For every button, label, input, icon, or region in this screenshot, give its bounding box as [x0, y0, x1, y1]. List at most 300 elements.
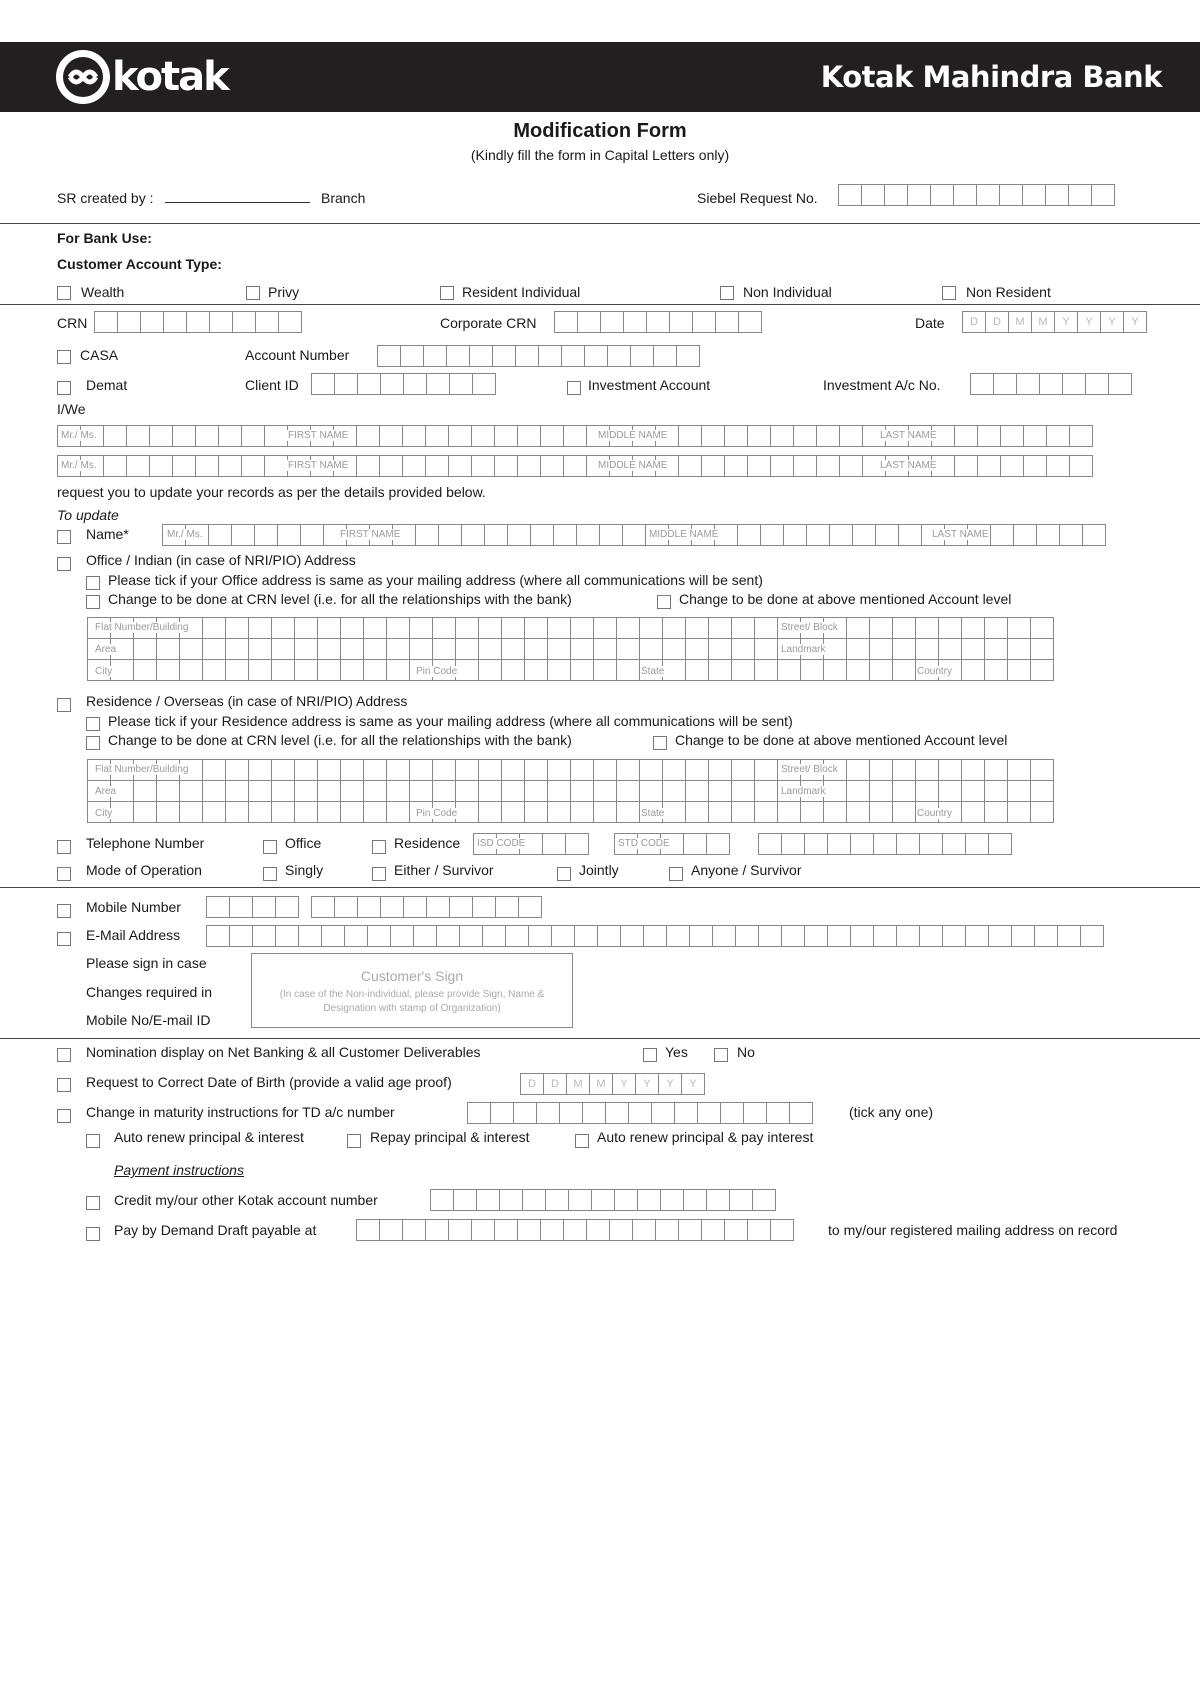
char-box[interactable] [340, 638, 363, 660]
char-box[interactable] [248, 759, 271, 781]
email-address-boxes[interactable] [206, 925, 1104, 947]
char-box[interactable] [754, 780, 777, 802]
nomination-no-checkbox[interactable] [714, 1048, 728, 1062]
char-box[interactable] [126, 455, 149, 477]
char-box[interactable] [597, 925, 620, 947]
client-id-boxes[interactable] [311, 373, 496, 395]
char-box[interactable] [209, 311, 232, 333]
char-box[interactable] [386, 759, 409, 781]
char-box[interactable] [202, 780, 225, 802]
char-box[interactable] [637, 1189, 660, 1211]
char-box[interactable] [507, 524, 530, 546]
char-box[interactable] [915, 638, 938, 660]
char-box[interactable] [616, 759, 639, 781]
char-box[interactable] [490, 1102, 513, 1124]
char-box[interactable] [662, 780, 685, 802]
char-box[interactable] [1011, 925, 1034, 947]
char-box[interactable] [678, 455, 701, 477]
char-box[interactable] [449, 373, 472, 395]
char-box[interactable] [892, 759, 915, 781]
telephone-number-boxes[interactable] [758, 833, 1012, 855]
char-box[interactable] [536, 1102, 559, 1124]
investment-account-checkbox[interactable] [567, 381, 581, 395]
char-box[interactable] [770, 425, 793, 447]
char-box[interactable] [432, 638, 455, 660]
char-box[interactable] [915, 780, 938, 802]
char-box[interactable] [643, 925, 666, 947]
char-box[interactable] [984, 638, 1007, 660]
char-box[interactable] [607, 345, 630, 367]
char-box[interactable] [542, 833, 565, 855]
char-box[interactable] [455, 780, 478, 802]
mobile-code-boxes[interactable] [206, 896, 299, 918]
char-box[interactable] [630, 345, 653, 367]
char-box[interactable] [425, 1219, 448, 1241]
char-box[interactable] [448, 1219, 471, 1241]
char-box[interactable] [367, 925, 390, 947]
char-box[interactable] [363, 638, 386, 660]
char-box[interactable] [540, 425, 563, 447]
char-box[interactable] [747, 455, 770, 477]
char-box[interactable] [708, 759, 731, 781]
char-box[interactable] [195, 455, 218, 477]
char-box[interactable] [678, 425, 701, 447]
char-box[interactable] [827, 833, 850, 855]
char-box[interactable] [357, 373, 380, 395]
char-box[interactable] [632, 1219, 655, 1241]
char-box[interactable] [540, 455, 563, 477]
char-box[interactable] [623, 311, 646, 333]
char-box[interactable] [453, 1189, 476, 1211]
char-box[interactable] [777, 801, 800, 823]
char-box[interactable] [482, 925, 505, 947]
char-box[interactable] [206, 896, 229, 918]
char-box[interactable] [218, 455, 241, 477]
demand-draft-boxes[interactable] [356, 1219, 794, 1241]
char-box[interactable] [455, 659, 478, 681]
credit-account-checkbox[interactable] [86, 1196, 100, 1210]
char-box[interactable] [639, 638, 662, 660]
char-box[interactable] [938, 780, 961, 802]
char-box[interactable] [823, 659, 846, 681]
char-box[interactable] [294, 638, 317, 660]
telephone-checkbox[interactable] [57, 840, 71, 854]
char-box[interactable] [655, 1219, 678, 1241]
char-box[interactable] [793, 455, 816, 477]
auto-renew-pay-interest-checkbox[interactable] [575, 1134, 589, 1148]
char-box[interactable] [1030, 759, 1054, 781]
char-box[interactable] [993, 373, 1016, 395]
char-box[interactable] [984, 617, 1007, 639]
char-box[interactable] [390, 925, 413, 947]
char-box[interactable] [1030, 780, 1054, 802]
char-box[interactable] [666, 925, 689, 947]
char-box[interactable] [218, 425, 241, 447]
office-address-checkbox[interactable] [57, 557, 71, 571]
char-box[interactable] [294, 759, 317, 781]
char-box[interactable] [409, 780, 432, 802]
char-box[interactable] [225, 638, 248, 660]
char-box[interactable] [846, 759, 869, 781]
char-box[interactable] [103, 455, 126, 477]
date-char-box[interactable]: M [566, 1073, 589, 1095]
residence-mailing-checkbox[interactable] [86, 717, 100, 731]
char-box[interactable] [186, 311, 209, 333]
char-box[interactable] [605, 1102, 628, 1124]
char-box[interactable] [846, 617, 869, 639]
char-box[interactable] [436, 925, 459, 947]
char-box[interactable] [455, 759, 478, 781]
char-box[interactable] [317, 759, 340, 781]
char-box[interactable] [683, 833, 706, 855]
char-box[interactable] [524, 617, 547, 639]
char-box[interactable] [892, 659, 915, 681]
char-box[interactable] [961, 780, 984, 802]
char-box[interactable] [524, 801, 547, 823]
char-box[interactable] [501, 659, 524, 681]
char-box[interactable] [363, 780, 386, 802]
char-box[interactable] [321, 925, 344, 947]
char-box[interactable] [275, 925, 298, 947]
char-box[interactable] [1007, 638, 1030, 660]
char-box[interactable] [660, 1189, 683, 1211]
char-box[interactable] [317, 780, 340, 802]
char-box[interactable] [662, 801, 685, 823]
char-box[interactable] [1045, 184, 1068, 206]
mode-either-survivor-checkbox[interactable] [372, 867, 386, 881]
char-box[interactable] [804, 925, 827, 947]
char-box[interactable] [229, 925, 252, 947]
char-box[interactable] [172, 455, 195, 477]
char-box[interactable] [225, 617, 248, 639]
char-box[interactable] [639, 617, 662, 639]
char-box[interactable] [449, 896, 472, 918]
char-box[interactable] [754, 759, 777, 781]
char-box[interactable] [334, 373, 357, 395]
non-resident-checkbox[interactable] [942, 286, 956, 300]
char-box[interactable] [478, 617, 501, 639]
dob-boxes[interactable] [520, 1073, 705, 1095]
char-box[interactable] [574, 925, 597, 947]
office-address-grid[interactable] [87, 617, 1054, 681]
char-box[interactable] [110, 659, 133, 681]
non-individual-checkbox[interactable] [720, 286, 734, 300]
char-box[interactable] [340, 801, 363, 823]
char-box[interactable] [446, 345, 469, 367]
char-box[interactable] [869, 801, 892, 823]
char-box[interactable] [494, 455, 517, 477]
char-box[interactable] [846, 801, 869, 823]
char-box[interactable] [646, 311, 669, 333]
char-box[interactable] [898, 524, 921, 546]
char-box[interactable] [577, 311, 600, 333]
char-box[interactable] [873, 925, 896, 947]
char-box[interactable] [1023, 455, 1046, 477]
char-box[interactable] [386, 780, 409, 802]
char-box[interactable] [793, 425, 816, 447]
date-char-box[interactable]: D [962, 311, 985, 333]
char-box[interactable] [547, 759, 570, 781]
date-char-box[interactable]: Y [612, 1073, 635, 1095]
address-line[interactable] [87, 659, 1054, 681]
char-box[interactable] [892, 801, 915, 823]
char-box[interactable] [163, 311, 186, 333]
char-box[interactable] [241, 455, 264, 477]
char-box[interactable] [206, 925, 229, 947]
char-box[interactable] [179, 638, 202, 660]
mobile-number-checkbox[interactable] [57, 904, 71, 918]
char-box[interactable] [271, 659, 294, 681]
char-box[interactable] [701, 425, 724, 447]
char-box[interactable] [415, 524, 438, 546]
char-box[interactable] [380, 373, 403, 395]
char-box[interactable] [582, 1102, 605, 1124]
char-box[interactable] [685, 759, 708, 781]
char-box[interactable] [559, 1102, 582, 1124]
date-char-box[interactable]: Y [1100, 311, 1123, 333]
char-box[interactable] [472, 373, 496, 395]
char-box[interactable] [984, 780, 1007, 802]
char-box[interactable] [277, 524, 300, 546]
char-box[interactable] [471, 1219, 494, 1241]
char-box[interactable] [225, 759, 248, 781]
char-box[interactable] [766, 1102, 789, 1124]
char-box[interactable] [156, 780, 179, 802]
char-box[interactable] [518, 896, 542, 918]
char-box[interactable] [478, 659, 501, 681]
char-box[interactable] [340, 659, 363, 681]
char-box[interactable] [754, 801, 777, 823]
telephone-office-checkbox[interactable] [263, 840, 277, 854]
char-box[interactable] [409, 638, 432, 660]
char-box[interactable] [356, 425, 379, 447]
sr-created-by-field[interactable] [165, 202, 310, 203]
char-box[interactable] [846, 780, 869, 802]
dob-checkbox[interactable] [57, 1078, 71, 1092]
char-box[interactable] [622, 524, 645, 546]
name-update-checkbox[interactable] [57, 530, 71, 544]
applicant-name-boxes-1[interactable] [57, 425, 1093, 447]
char-box[interactable] [172, 425, 195, 447]
char-box[interactable] [852, 524, 875, 546]
char-box[interactable] [1007, 780, 1030, 802]
char-box[interactable] [386, 617, 409, 639]
char-box[interactable] [1036, 524, 1059, 546]
date-char-box[interactable]: M [1031, 311, 1054, 333]
char-box[interactable] [179, 780, 202, 802]
char-box[interactable] [938, 638, 961, 660]
char-box[interactable] [501, 638, 524, 660]
char-box[interactable] [156, 638, 179, 660]
char-box[interactable] [476, 1189, 499, 1211]
char-box[interactable] [593, 759, 616, 781]
char-box[interactable] [363, 801, 386, 823]
char-box[interactable] [202, 638, 225, 660]
char-box[interactable] [426, 373, 449, 395]
char-box[interactable] [225, 659, 248, 681]
char-box[interactable] [461, 524, 484, 546]
char-box[interactable] [264, 455, 287, 477]
char-box[interactable] [317, 617, 340, 639]
char-box[interactable] [869, 638, 892, 660]
char-box[interactable] [850, 833, 873, 855]
char-box[interactable] [409, 617, 432, 639]
char-box[interactable] [1007, 659, 1030, 681]
date-char-box[interactable]: D [543, 1073, 566, 1095]
char-box[interactable] [202, 801, 225, 823]
char-box[interactable] [311, 896, 334, 918]
address-line[interactable] [87, 617, 1054, 639]
char-box[interactable] [1082, 524, 1106, 546]
char-box[interactable] [294, 617, 317, 639]
mode-of-operation-checkbox[interactable] [57, 867, 71, 881]
char-box[interactable] [208, 524, 231, 546]
char-box[interactable] [202, 659, 225, 681]
address-line[interactable] [87, 780, 1054, 802]
char-box[interactable] [340, 617, 363, 639]
char-box[interactable] [241, 425, 264, 447]
date-char-box[interactable]: Y [1123, 311, 1147, 333]
char-box[interactable] [977, 455, 1000, 477]
char-box[interactable] [275, 896, 299, 918]
char-box[interactable] [538, 345, 561, 367]
char-box[interactable] [317, 638, 340, 660]
char-box[interactable] [754, 617, 777, 639]
char-box[interactable] [708, 801, 731, 823]
char-box[interactable] [724, 1219, 747, 1241]
char-box[interactable] [478, 780, 501, 802]
char-box[interactable] [271, 617, 294, 639]
char-box[interactable] [553, 524, 576, 546]
char-box[interactable] [777, 659, 800, 681]
char-box[interactable] [869, 780, 892, 802]
char-box[interactable] [570, 780, 593, 802]
char-box[interactable] [715, 311, 738, 333]
char-box[interactable] [731, 659, 754, 681]
char-box[interactable] [662, 617, 685, 639]
char-box[interactable] [1057, 925, 1080, 947]
siebel-request-boxes[interactable] [838, 184, 1115, 206]
char-box[interactable] [724, 425, 747, 447]
char-box[interactable] [528, 925, 551, 947]
char-box[interactable] [735, 925, 758, 947]
char-box[interactable] [846, 659, 869, 681]
char-box[interactable] [425, 425, 448, 447]
char-box[interactable] [494, 1219, 517, 1241]
nomination-checkbox[interactable] [57, 1048, 71, 1062]
char-box[interactable] [781, 833, 804, 855]
char-box[interactable] [402, 425, 425, 447]
char-box[interactable] [1013, 524, 1036, 546]
char-box[interactable] [311, 373, 334, 395]
resident-individual-checkbox[interactable] [440, 286, 454, 300]
char-box[interactable] [379, 455, 402, 477]
date-char-box[interactable]: M [589, 1073, 612, 1095]
char-box[interactable] [492, 345, 515, 367]
char-box[interactable] [402, 1219, 425, 1241]
char-box[interactable] [133, 801, 156, 823]
char-box[interactable] [599, 524, 622, 546]
char-box[interactable] [344, 925, 367, 947]
customer-sign-box[interactable] [251, 953, 573, 1028]
char-box[interactable] [513, 1102, 536, 1124]
char-box[interactable] [1108, 373, 1132, 395]
char-box[interactable] [1080, 925, 1104, 947]
applicant-name-boxes-2[interactable] [57, 455, 1093, 477]
char-box[interactable] [614, 1189, 637, 1211]
char-box[interactable] [494, 425, 517, 447]
char-box[interactable] [271, 780, 294, 802]
char-box[interactable] [919, 925, 942, 947]
char-box[interactable] [278, 311, 302, 333]
char-box[interactable] [317, 801, 340, 823]
char-box[interactable] [984, 801, 1007, 823]
char-box[interactable] [294, 659, 317, 681]
char-box[interactable] [1069, 425, 1093, 447]
char-box[interactable] [697, 1102, 720, 1124]
privy-checkbox[interactable] [246, 286, 260, 300]
char-box[interactable] [961, 659, 984, 681]
date-char-box[interactable]: Y [658, 1073, 681, 1095]
char-box[interactable] [423, 345, 446, 367]
char-box[interactable] [363, 617, 386, 639]
char-box[interactable] [827, 925, 850, 947]
char-box[interactable] [731, 617, 754, 639]
char-box[interactable] [225, 780, 248, 802]
char-box[interactable] [961, 617, 984, 639]
char-box[interactable] [110, 801, 133, 823]
char-box[interactable] [616, 801, 639, 823]
char-box[interactable] [554, 311, 577, 333]
char-box[interactable] [829, 524, 852, 546]
char-box[interactable] [530, 524, 553, 546]
char-box[interactable] [356, 1219, 379, 1241]
char-box[interactable] [455, 638, 478, 660]
char-box[interactable] [609, 1219, 632, 1241]
char-box[interactable] [869, 759, 892, 781]
char-box[interactable] [965, 925, 988, 947]
investment-ac-no-boxes[interactable] [970, 373, 1132, 395]
char-box[interactable] [1059, 524, 1082, 546]
char-box[interactable] [1007, 759, 1030, 781]
char-box[interactable] [563, 455, 586, 477]
char-box[interactable] [919, 833, 942, 855]
char-box[interactable] [942, 925, 965, 947]
char-box[interactable] [884, 184, 907, 206]
address-line[interactable] [87, 638, 1054, 660]
char-box[interactable] [432, 780, 455, 802]
char-box[interactable] [1039, 373, 1062, 395]
char-box[interactable] [804, 833, 827, 855]
char-box[interactable] [294, 780, 317, 802]
char-box[interactable] [724, 455, 747, 477]
char-box[interactable] [747, 425, 770, 447]
date-char-box[interactable]: Y [681, 1073, 705, 1095]
char-box[interactable] [708, 659, 731, 681]
char-box[interactable] [570, 659, 593, 681]
char-box[interactable] [988, 833, 1012, 855]
corporate-crn-boxes[interactable] [554, 311, 762, 333]
char-box[interactable] [976, 184, 999, 206]
char-box[interactable] [731, 638, 754, 660]
char-box[interactable] [1023, 425, 1046, 447]
char-box[interactable] [501, 801, 524, 823]
char-box[interactable] [547, 801, 570, 823]
char-box[interactable] [478, 801, 501, 823]
char-box[interactable] [754, 659, 777, 681]
char-box[interactable] [674, 1102, 697, 1124]
char-box[interactable] [938, 617, 961, 639]
